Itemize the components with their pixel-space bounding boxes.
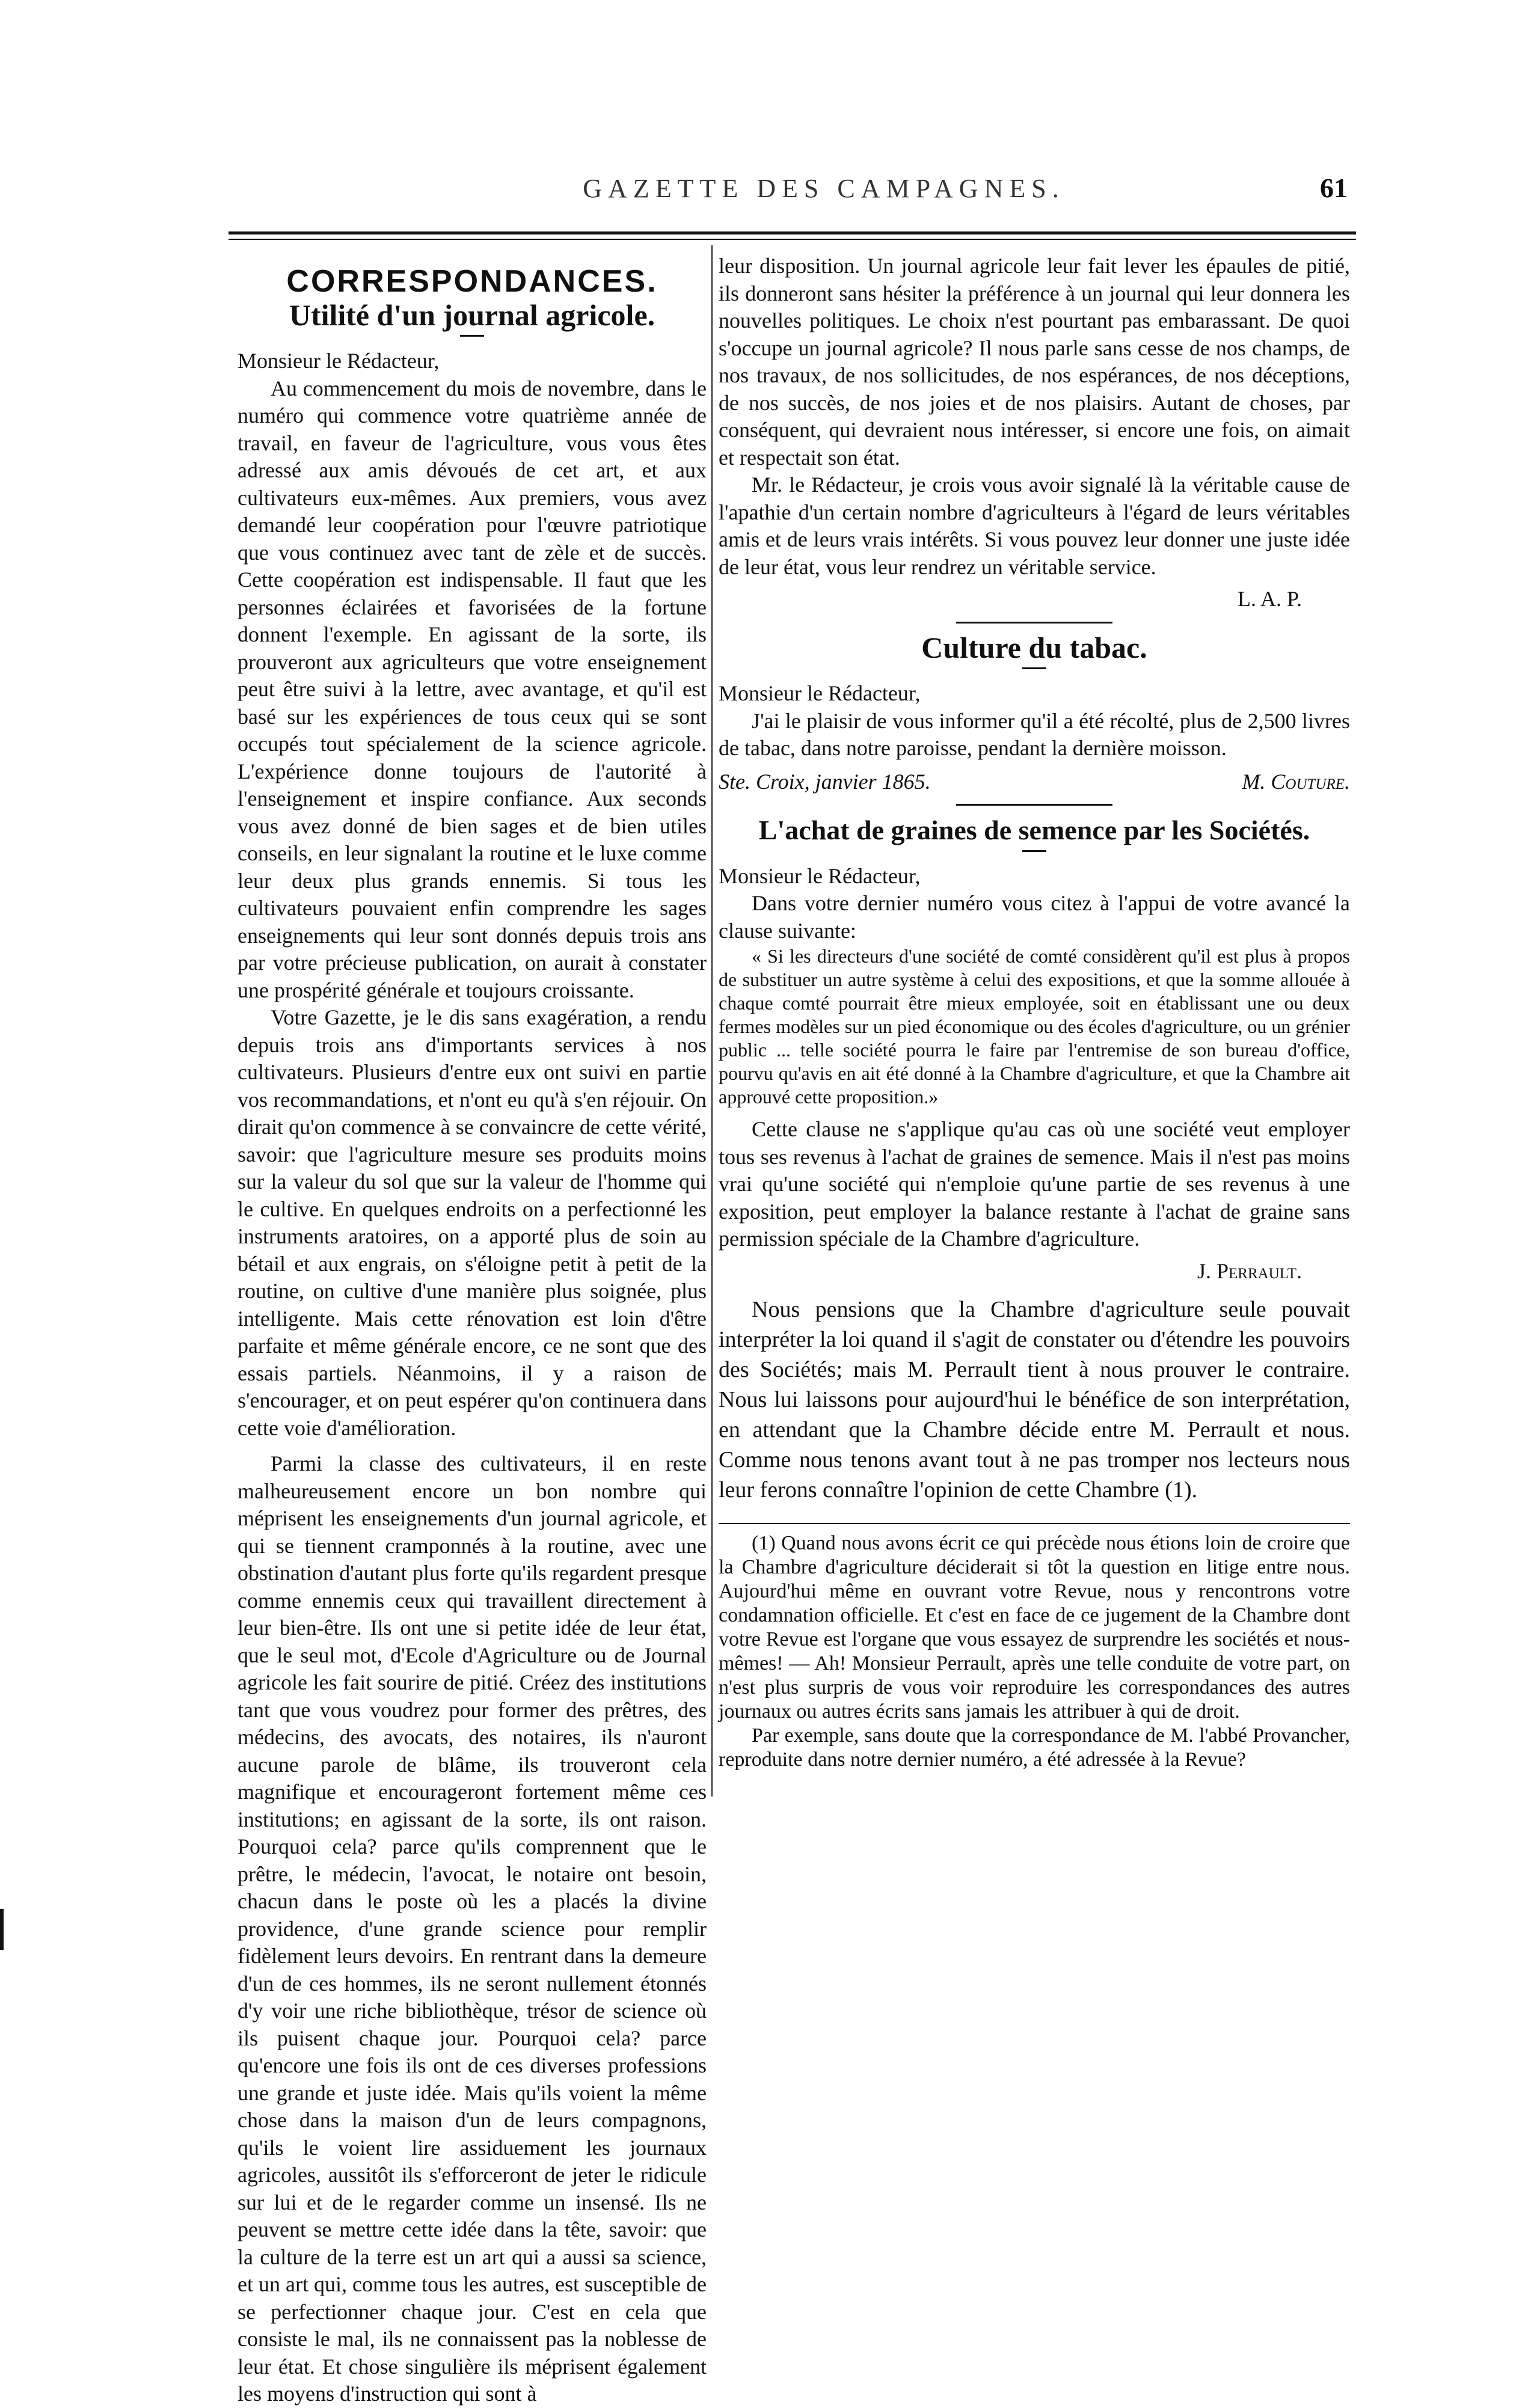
divider-short: [1022, 667, 1046, 669]
dateline: [719, 768, 1350, 796]
running-head: GAZETTE DES CAMPAGNES.: [583, 174, 1065, 203]
divider-short: [1022, 850, 1046, 852]
paragraph: Parmi la classe des cultivateurs, il en reste malheureusement encore un bon nombre qui méprisent les enseignements d'un journal agricole, et qui se tiennent cramponnés à la routine, avec une obstination d'autant plus forte qu'ils regardent presque comme ennemis ceux qui travaillent directement à leur bien-être. Ils ont une si petite idée de leur état, que le seul mot, d'Ecole d'Agriculture ou de Journal agricole les fait sourire de pitié. Créez des institutions tant que vous voudrez pour former des prêtres, des médecins, des avocats, des notaires, ils n'auront aucune parole de blâme, ils trouveront cela magnifique et encourageront fortement même ces institutions; en agissant de la sorte, ils ont raison. Pourquoi cela? parce qu'ils comprennent que le prêtre, le médecin, l'avocat, le notaire ont besoin, chacun dans le poste où les a placés la divine providence, d'une grande science pour remplir fidèlement leurs devoirs. En rentrant dans la demeure d'un de ces hommes, ils ne seront nullement étonnés d'y voir une riche bibliothèque, trésor de science où ils puisent chaque jour. Pourquoi cela? parce qu'encore une fois ils ont de ces diverses professions une grande et juste idée. Mais qu'ils voient la même chose dans la maison d'un de leurs compagnons, qu'ils le voient lire assiduement les journaux agricoles, aussitôt ils s'efforceront de jeter le ridicule sur lui et de le regarder comme un insensé. Ils ne peuvent se mettre cette idée dans la tête, savoir: que la culture de la terre est un art qui a aussi sa science, et un art qui, comme tous les autres, est susceptible de se perfectionner chaque jour. C'est en cela que consiste le mal, ils ne connaissent pas la noblesse de leur état. Et chose singulière ils méprisent également les moyens d'instruction qui sont à: [238, 1451, 707, 2406]
quoted-clause: « Si les directeurs d'une société de comté considèrent qu'il est plus à propos de substituer un autre système à celui des expositions, et que la somme allouée à chaque comté pourrait être mieux employée, soit en établissant une ou deux fermes modèles sur un pied économique ou des écoles d'agriculture, ou un grénier public ... telle société pourra le faire par l'entremise de son bureau d'office, pourvu qu'avis en ait été donné à la Chambre d'agriculture, et que la Chambre ait approuvé cette proposition.»: [719, 945, 1350, 1107]
right-column: [719, 253, 1350, 1772]
salutation: Monsieur le Rédacteur,: [238, 349, 440, 373]
paragraph: Votre Gazette, je le dis sans exagération, a rendu depuis trois ans d'importants services à nos cultivateurs. Plusieurs d'entre eux ont suivi en partie vos recommandations, et n'ont eu qu'à s'en réjouir. On dirait qu'on commence à se convaincre de cette vérité, savoir: que l'agriculture mesure ses produits moins sur la valeur du sol que sur la valeur de l'homme qui le cultive. En quelques endroits on a perfectionné les instruments aratoires, on a apporté plus de soin au bétail et aux engrais, on s'éloigne petit à petit de la routine, on cultive d'une manière plus soignée, plus intelligente. Mais cette rénovation est loin d'être parfaite et même générale encore, ce ne sont que des essais partiels. Néanmoins, il y a raison de s'encourager, et on peut espérer qu'on continuera dans cette voie d'amélioration.: [238, 1005, 707, 1440]
header-rule-thick: [229, 231, 1356, 234]
footnote-paragraph: Par exemple, sans doute que la correspondance de M. l'abbé Provancher, reproduite dans notre dernier numéro, a été adressée à la Revue?: [719, 1724, 1350, 1771]
salutation: Monsieur le Rédacteur,: [719, 863, 921, 888]
paragraph: Dans votre dernier numéro vous citez à l'appui de votre avancé la clause suivante:: [719, 891, 1350, 943]
footnote-rule: [719, 1523, 1350, 1524]
signature: L. A. P.: [1237, 587, 1302, 611]
paragraph: J'ai le plaisir de vous informer qu'il a été récolté, plus de 2,500 livres de tabac, dans notre paroisse, pendant la dernière moisson.: [719, 708, 1350, 760]
signature: M. Couture.: [1242, 769, 1350, 794]
column-divider: [711, 245, 713, 1797]
article-title-journal: Utilité d'un journal agricole.: [289, 298, 655, 332]
article-title-tabac: Culture du tabac.: [921, 630, 1147, 664]
section-heading: CORRESPONDANCES.: [286, 264, 658, 299]
margin-mark: [0, 1909, 4, 1950]
paragraph: Cette clause ne s'applique qu'au cas où une société veut employer tous ses revenus à l'achat de graines de semence. Mais il n'est pas moins vrai qu'une société qui n'emploie qu'une partie de ses revenus à une exposition, peut employer la balance restante à l'achat de graine sans permission spéciale de la Chambre d'agriculture.: [719, 1117, 1350, 1251]
place-date: Ste. Croix, janvier 1865.: [719, 769, 931, 794]
divider-long: [956, 804, 1112, 806]
left-column: [238, 253, 707, 2408]
divider-short: [460, 335, 484, 337]
divider-long: [956, 622, 1112, 623]
salutation: Monsieur le Rédacteur,: [719, 681, 921, 705]
paragraph: Mr. le Rédacteur, je crois vous avoir signalé là la véritable cause de l'apathie d'un certain nombre d'agriculteurs à l'égard de leurs véritables amis et de leurs vrais intérêts. Si vous pouvez leur donner une juste idée de leur état, vous leur rendrez un véritable service.: [719, 473, 1350, 579]
article-title-graines: L'achat de graines de semence par les Sociétés.: [758, 815, 1310, 845]
header-rule-thin: [229, 239, 1356, 240]
footnote-paragraph: (1) Quand nous avons écrit ce qui précède nous étions loin de croire que la Chambre d'agriculture déciderait si tôt la question en litige entre nous. Aujourd'hui même en ouvrant votre Revue, nous y rencontrons votre condamnation officielle. Et c'est en face de ce jugement de la Chambre dont votre Revue est l'organe que vous essayez de surprendre les sociétés et nous-mêmes! — Ah! Monsieur Perrault, après une telle conduite de votre part, on n'est plus surpris de vous voir reproduire les correspondances des autres journaux ou autres écrits sans jamais les attribuer à qui de droit.: [719, 1532, 1350, 1723]
footnote: [719, 1531, 1350, 1772]
page-number: 61: [1320, 173, 1348, 203]
editor-note: Nous pensions que la Chambre d'agriculture seule pouvait interpréter la loi quand il s'agit de constater ou d'étendre les pouvoirs des Sociétés; mais M. Perrault tient à nous prouver le contraire. Nous lui laissons pour aujourd'hui le bénéfice de son interprétation, en attendant que la Chambre décide entre M. Perrault et nous. Comme nous tenons avant tout à ne pas tromper nos lecteurs nous leur ferons connaître l'opinion de cette Chambre (1).: [719, 1297, 1350, 1503]
signature: J. Perrault.: [1197, 1258, 1302, 1283]
paragraph: Au commencement du mois de novembre, dans le numéro qui commence votre quatrième année de travail, en faveur de l'agriculture, vous vous êtes adressé aux amis dévoués de cet art, et aux cultivateurs eux-mêmes. Aux premiers, vous avez demandé leur coopération pour l'œuvre patriotique que vous continuez avec tant de zèle et de succès. Cette coopération est indispensable. Il faut que les personnes éclairées et favorisées de la fortune donnent l'exemple. En agissant de la sorte, ils prouveront aux agriculteurs que votre enseignement peut être suivi à la lettre, avec avantage, et qu'il est basé sur les expériences de tous ceux qui se sont occupés tout spécialement de la science agricole. L'expérience donne toujours de l'autorité à l'enseignement et inspire confiance. Aux seconds vous avez donné de bien sages et de bien utiles conseils, en leur signalant la routine et le luxe comme leur deux plus grands ennemis. Si tous les cultivateurs pouvaient enfin comprendre les sages enseignements qui leur sont donnés depuis trois ans par votre précieuse publication, on aurait à constater une prospérité générale et toujours croissante.: [238, 376, 707, 1002]
paragraph: leur disposition. Un journal agricole leur fait lever les épaules de pitié, ils donneront sans hésiter la préférence à un journal qui leur donnera les nouvelles politiques. Le choix n'est pourtant pas embarassant. De quoi s'occupe un journal agricole? Il nous parle sans cesse de nos champs, de nos travaux, de nos sollicitudes, de nos espérances, de nos déceptions, de nos succès, de nos joies et de nos plaisirs. Autant de choses, par conséquent, qui devraient nous intéresser, si encore une fois, on aimait et respectait son état.: [719, 254, 1350, 470]
